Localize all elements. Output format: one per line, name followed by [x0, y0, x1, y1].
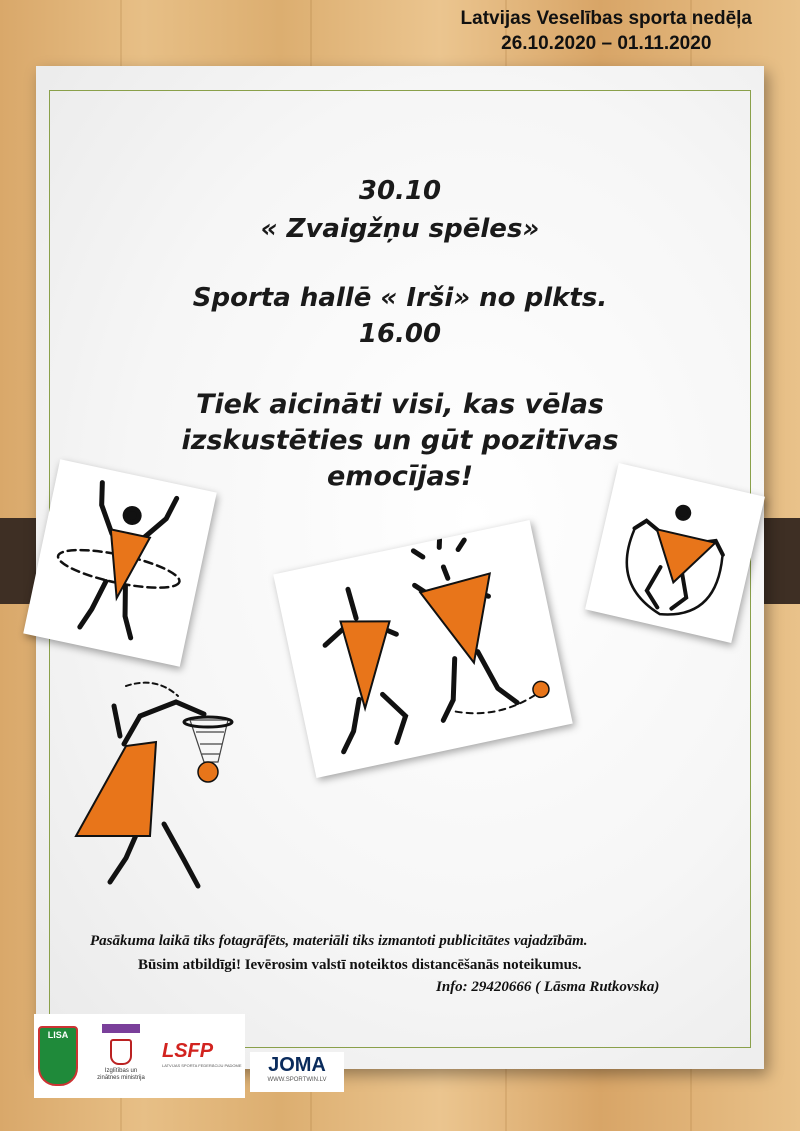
joma-logo-text: JOMA — [268, 1054, 326, 1076]
event-name: « Zvaigžņu spēles» — [260, 214, 540, 244]
event-date: 30.10 — [358, 176, 442, 206]
invitation-text: Tiek aicināti visi, kas vēlas izskustēties un gūt pozitīvas emocījas! — [181, 389, 619, 492]
joma-logo-subtitle: WWW.SPORTWIN.LV — [267, 1077, 327, 1083]
contact-info: Info: 29420666 ( Lāsma Rutkovska) — [436, 979, 660, 995]
ministry-bar — [102, 1024, 140, 1033]
lsfp-logo — [162, 1040, 242, 1068]
header-title: Latvijas Veselības sporta nedēļa — [460, 8, 752, 29]
coat-of-arms-icon — [110, 1039, 132, 1065]
photo-notice: Pasākuma laikā tiks fotagrāfēts, materiāli tiks izmantoti publicitātes vajadzībām. — [90, 933, 588, 949]
lisa-logo-text: LISA — [47, 1030, 69, 1040]
lsfp-logo-text: LSFP — [162, 1040, 214, 1062]
ministry-name: Izglītības un zinātnes ministrija — [97, 1068, 145, 1081]
event-header — [461, 6, 752, 56]
event-time: 16.00 — [358, 319, 442, 349]
sponsor-logos — [34, 1014, 245, 1098]
basketball-figure-icon — [66, 676, 246, 896]
lisa-logo — [38, 1026, 78, 1086]
header-dates: 26.10.2020 – 01.11.2020 — [501, 33, 712, 54]
distancing-notice: Būsim atbildīgi! Ievērosim valstī noteiktos distancēšanās noteikumus. — [138, 957, 582, 973]
joma-logo — [250, 1052, 344, 1092]
ministry-logo — [96, 1024, 146, 1094]
event-venue: Sporta hallē « Irši» no plkts. — [192, 283, 608, 313]
lsfp-logo-subtitle: LATVIJAS SPORTA FEDERĀCIJU PADOME — [162, 1063, 242, 1068]
